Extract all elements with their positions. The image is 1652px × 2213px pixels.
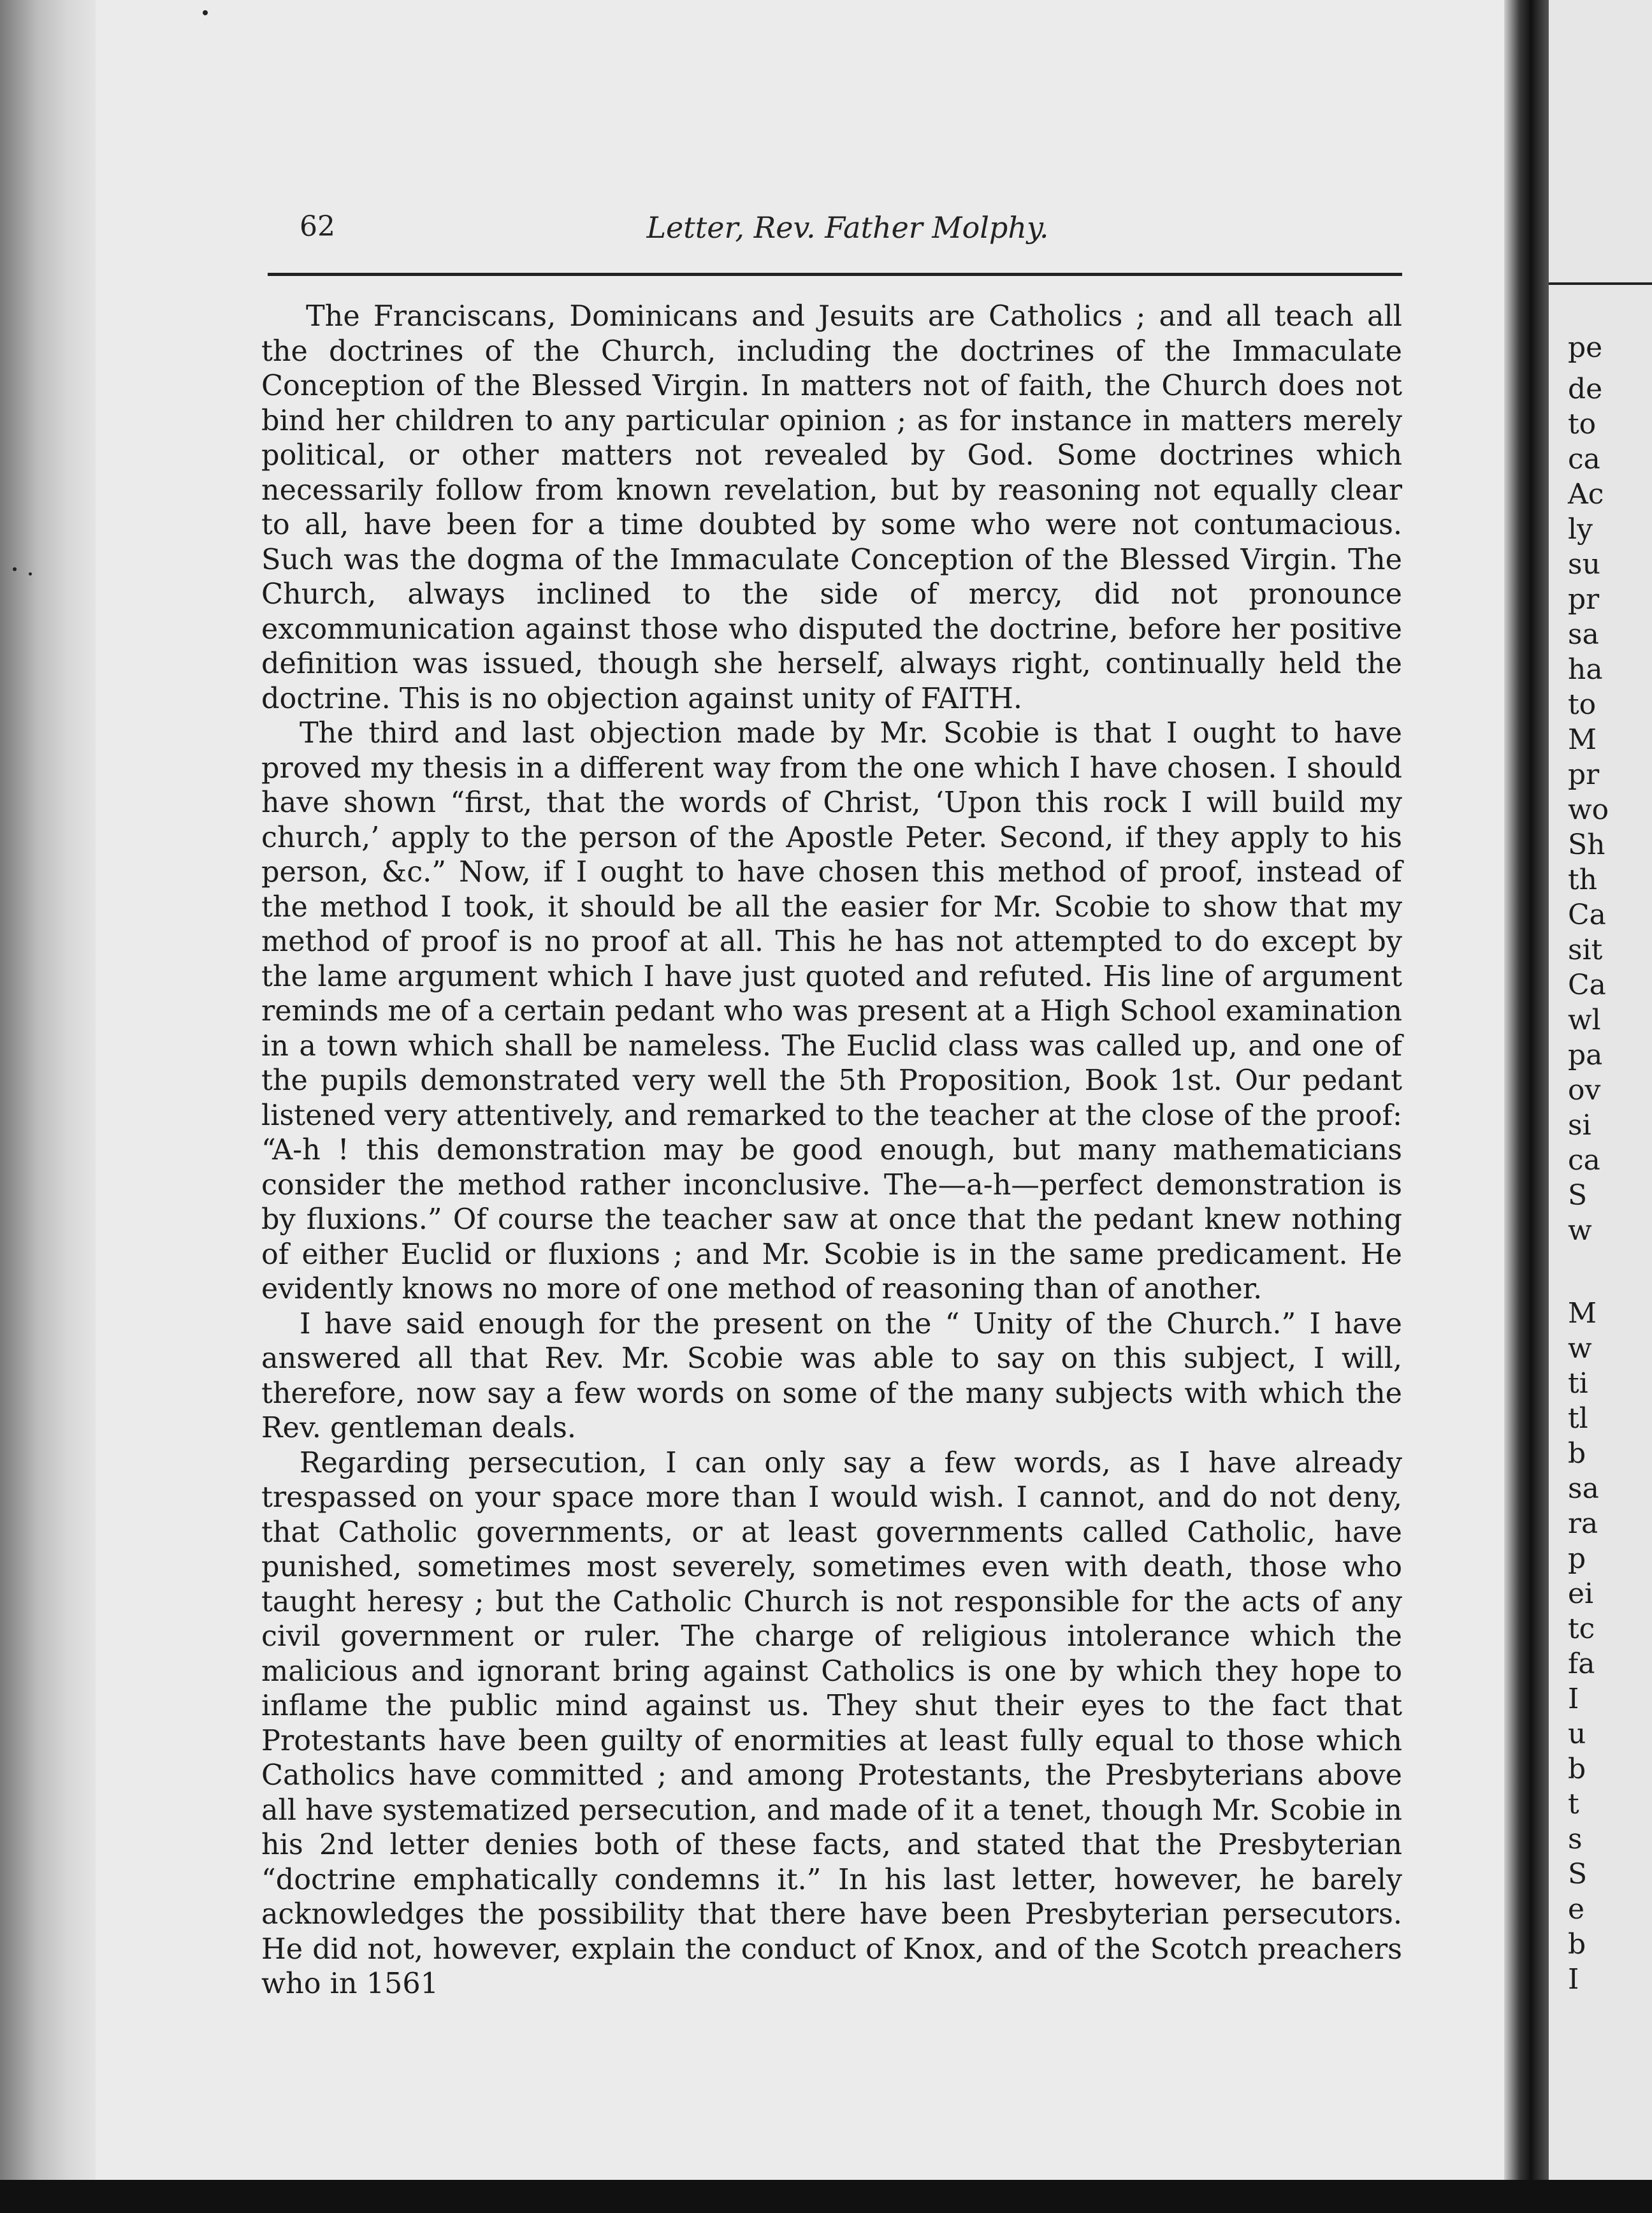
paragraph: The Franciscans, Dominicans and Jesuits are Catholics ; and all teach all the doctrines of the Church, including the doctrines of the Immaculate Conception of the Blessed Virgin. In matters not of faith, the Church does not bind her children to any particular opinion ; as for instance in matters merely political, or other matters not revealed by God. Some doctrines which necessarily follow from known revelation, but by reasoning not equally clear to all, have been for a time doubted by some who were not contumacious. Such was the dogma of the Immaculate Conception of the Blessed Virgin. The Church, always inclined to the side of mercy, did not pronounce excommunication against those who disputed the doctrine, before her positive definition was issued, though she herself, always right, continually held the doctrine. This is no objection against unity of FAITH. — [261, 300, 1402, 715]
scan-speck — [13, 567, 17, 571]
facing-page-line-fragment: ti — [1568, 1367, 1588, 1400]
facing-page-line-fragment: Ca — [1568, 899, 1606, 931]
facing-page-rule — [1549, 282, 1652, 285]
facing-page-line-fragment: si — [1568, 1109, 1591, 1142]
facing-page-line-fragment: ha — [1568, 653, 1603, 686]
facing-page-line-fragment: ei — [1568, 1578, 1594, 1610]
paragraph: The third and last objection made by Mr. Scobie is that I ought to have proved my thesis in a different way from the one which I have chosen. I should have shown “first, that the words of Christ, ‘Upon this rock I will build my church,’ apply to the person of the Apostle Peter. Second, if they apply to his person, &c.” Now, if I ought to have chosen this method of proof, instead of the method I took, it should be all the easier for Mr. Scobie to show that my method of proof is no proof at all. This he has not attempted to do except by the lame argument which I have just quoted and refuted. His line of argument reminds me of a certain pedant who was present at a High School examination in a town which shall be nameless. The Euclid class was called up, and one of the pupils demonstrated very well the 5th Proposition, Book 1st. Our pedant listened very attentively, and remarked to the teacher at the close of the proof: “A-h ! this demonstration may be good enough, but many mathematicians consider the method rather inconclusive. The—a-h—perfect demonstration is by fluxions.” Of course the teacher saw at once that the pedant knew nothing of either Euclid or fluxions ; and Mr. Scobie is in the same predicament. He evidently knows no more of one method of reasoning than of another. — [261, 717, 1402, 1305]
facing-page-line-fragment: p — [1568, 1542, 1586, 1575]
running-head: Letter, Rev. Father Molphy. — [646, 210, 1049, 245]
scan-bottom-edge — [0, 2180, 1652, 2213]
facing-page-line-fragment: pr — [1568, 758, 1600, 791]
facing-page-line-fragment: w — [1568, 1332, 1592, 1365]
paragraph: I have said enough for the present on the “ Unity of the Church.” I have answered all that Rev. Mr. Scobie was able to say on this subject, I will, therefore, now say a few words on some of the many subjects with which the Rev. gentleman deals. — [261, 1307, 1402, 1444]
facing-page-line-fragment: t — [1568, 1788, 1579, 1820]
facing-page-line-fragment: u — [1568, 1718, 1586, 1750]
facing-page-line-fragment: e — [1568, 1893, 1585, 1926]
facing-page-line-fragment: b — [1568, 1753, 1586, 1785]
facing-page-line-fragment: sa — [1568, 618, 1599, 651]
facing-page-line-fragment: S — [1568, 1179, 1588, 1212]
facing-page-line-fragment: w — [1568, 1214, 1592, 1247]
facing-page-line-fragment: ra — [1568, 1507, 1598, 1540]
facing-page-line-fragment: pe — [1568, 331, 1603, 364]
facing-page-line-fragment: sa — [1568, 1472, 1599, 1505]
facing-page-line-fragment: wo — [1568, 794, 1609, 826]
facing-page-line-fragment: b — [1568, 1437, 1586, 1470]
facing-page-line-fragment: s — [1568, 1823, 1583, 1855]
facing-page-line-fragment: M — [1568, 723, 1597, 756]
facing-page-line-fragment: ov — [1568, 1074, 1601, 1106]
facing-page-line-fragment: I — [1568, 1963, 1579, 1996]
facing-page-line-fragment: tc — [1568, 1613, 1595, 1645]
body-text — [261, 300, 1402, 2002]
facing-page-line-fragment: to — [1568, 408, 1597, 440]
facing-page-line-fragment: wl — [1568, 1004, 1601, 1036]
facing-page-fragment — [1549, 0, 1652, 2213]
facing-page-line-fragment: Sh — [1568, 829, 1605, 861]
page-header — [300, 210, 1396, 261]
facing-page-line-fragment: Ac — [1568, 478, 1604, 511]
facing-page-line-fragment: b — [1568, 1928, 1586, 1961]
facing-page-line-fragment: su — [1568, 548, 1600, 581]
facing-page-line-fragment: sit — [1568, 934, 1603, 966]
facing-page-line-fragment: de — [1568, 373, 1603, 405]
header-rule — [268, 273, 1402, 276]
facing-page-line-fragment: S — [1568, 1858, 1588, 1890]
facing-page-line-fragment: pa — [1568, 1039, 1603, 1071]
facing-page-line-fragment: ca — [1568, 1144, 1600, 1177]
paragraph: Regarding persecution, I can only say a few words, as I have already trespassed on your space more than I would wish. I cannot, and do not deny, that Catholic governments, or at least governments called Catholic, have punished, sometimes most severely, sometimes even with death, those who taught heresy ; but the Catholic Church is not responsible for the acts of any civil government or ruler. The charge of religious intolerance which the malicious and ignorant bring against Catholics is one by which they hope to inflame the public mind against us. They shut their eyes to the fact that Protestants have been guilty of enormities at least fully equal to those which Catholics have committed ; and among Protestants, the Presbyterians above all have systematized persecution, and made of it a tenet, though Mr. Scobie in his 2nd letter denies both of these facts, and stated that the Presbyterian “doctrine emphatically condemns it.” In his last letter, however, he barely acknowledges the possibility that there have been Presbyterian persecutors. He did not, however, explain the conduct of Knox, and of the Scotch preachers who in 1561 — [261, 1446, 1402, 2000]
facing-page-line-fragment: M — [1568, 1297, 1597, 1330]
facing-page-line-fragment: ca — [1568, 443, 1600, 475]
left-gutter — [0, 0, 96, 2213]
scan-speck — [203, 10, 208, 15]
facing-page-line-fragment: I — [1568, 1683, 1579, 1715]
facing-page-line-fragment: tl — [1568, 1402, 1588, 1435]
page-number: 62 — [300, 210, 335, 243]
facing-page-line-fragment: th — [1568, 864, 1598, 896]
facing-page-line-fragment: ly — [1568, 513, 1593, 546]
facing-page-line-fragment: fa — [1568, 1648, 1595, 1680]
facing-page-line-fragment: pr — [1568, 583, 1600, 616]
book-spine — [1504, 0, 1549, 2213]
scan-speck — [29, 572, 32, 576]
facing-page-line-fragment: to — [1568, 688, 1597, 721]
facing-page-line-fragment: Ca — [1568, 969, 1606, 1001]
